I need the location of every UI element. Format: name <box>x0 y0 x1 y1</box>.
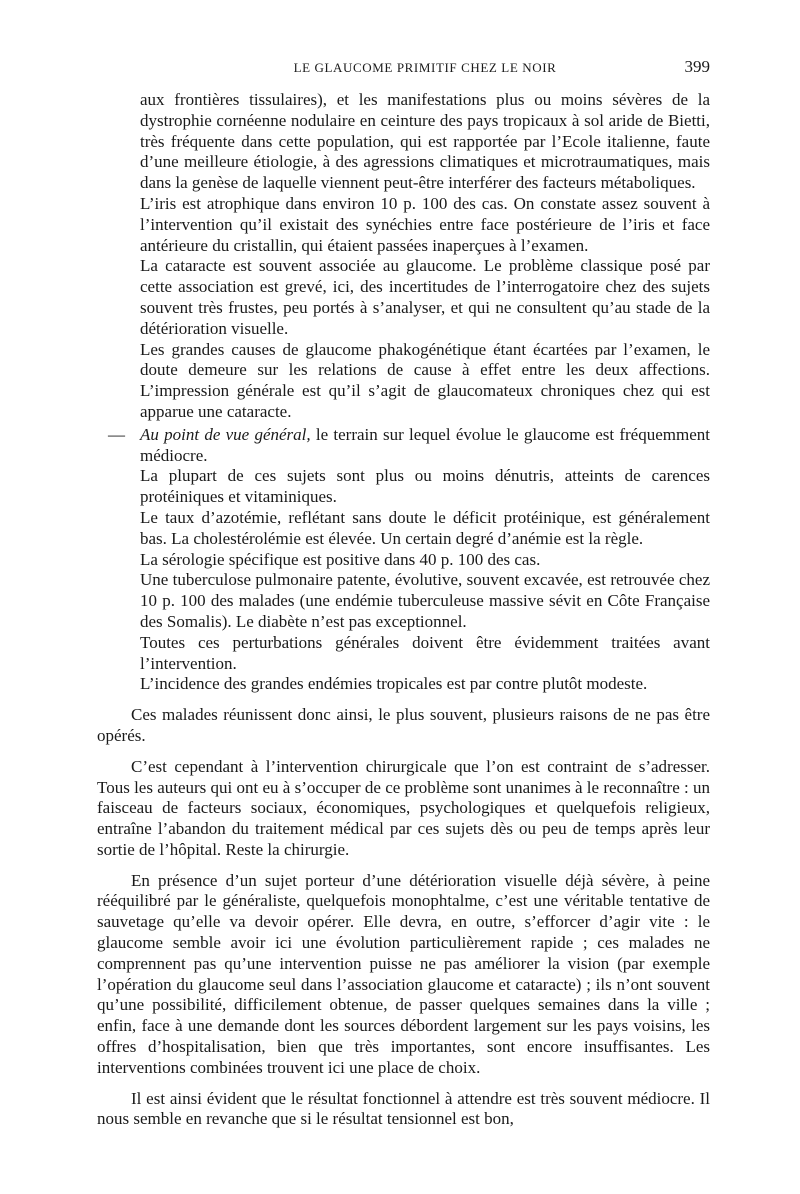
paragraph: La sérologie spécifique est positive dans 40 p. 100 des cas. <box>140 549 541 569</box>
paragraph: La plupart de ces sujets sont plus ou moins dénutris, atteints de carences protéiniques et vitaminiques. <box>140 466 710 507</box>
body-text <box>0 90 800 1140</box>
running-title: LE GLAUCOME PRIMITIF CHEZ LE NOIR <box>293 60 557 75</box>
general-point-rest: le terrain sur lequel évolue le glaucome est fréquemment médiocre. <box>140 424 710 465</box>
paragraph: Il est ainsi évident que le résultat fonctionnel à attendre est très souvent médiocre. Il nous semble en revanche que si le résultat tensionnel est bon, <box>97 1088 710 1129</box>
page-number: 399 <box>684 57 710 76</box>
paragraph: L’incidence des grandes endémies tropicales est par contre plutôt modeste. <box>140 674 648 694</box>
dash-marker: — <box>108 424 125 444</box>
paragraph: Toutes ces perturbations générales doivent être évidemment traitées avant l’intervention. <box>140 632 710 673</box>
paragraph: aux frontières tissulaires), et les manifestations plus ou moins sévères de la dystrophie cornéenne nodulaire en ceinture des pays tropicaux à sol aride de Bietti, très fréquente dans cette population, qui est rapportée par l’Ecole italienne, faute d’une meilleure étiologie, à des agressions climatiques et microtraumatiques, mais dans la genèse de laquelle viennent peut-être interférer des facteurs métaboliques. <box>140 90 710 193</box>
paragraph: L’iris est atrophique dans environ 10 p. 100 des cas. On constate assez souvent à l’intervention qu’il existait des synéchies entre face postérieure de l’iris et face antérieure du cristallin, qui étaient passées inaperçues à l’examen. <box>140 193 710 255</box>
indented-section <box>108 90 710 695</box>
paragraph: Une tuberculose pulmonaire patente, évolutive, souvent excavée, est retrouvée chez 10 p. 100 des malades (une endémie tuberculeuse massive sévit en Côte Française des Somalis). Le diabète n’est pas exceptionnel. <box>140 570 710 631</box>
paragraph <box>140 425 710 467</box>
general-point-item <box>108 424 710 467</box>
paragraph: Les grandes causes de glaucome phakogénétique étant écartées par l’examen, le doute demeure sur les relations de cause à effet entre les deux affections. L’impression générale est qu’il s’agit de glaucomateux chroniques chez qui est apparue une cataracte. <box>140 339 710 421</box>
paragraph: La cataracte est souvent associée au glaucome. Le problème classique posé par cette association est grevé, ici, des incertitudes de l’interrogatoire chez des sujets souvent très frustes, peu portés à s’analyser, et qui ne consultent qu’au stade de la détérioration visuelle. <box>140 256 710 338</box>
general-point-lead: Au point de vue général, <box>140 424 311 444</box>
main-section <box>97 705 710 1130</box>
paragraph: C’est cependant à l’intervention chirurgicale que l’on est contraint de s’adresser. Tous les auteurs qui ont eu à s’occuper de ce problème sont unanimes à le reconnaître : un faisceau de facteurs sociaux, économiques, psychologiques et quelquefois religieux, entraîne l’abandon du traitement médical par ces sujets dès ou peu de temps après leur sortie de l’hôpital. Reste la chirurgie. <box>97 756 710 859</box>
paragraph: Le taux d’azotémie, reflétant sans doute le déficit protéinique, est généralement bas. La cholestérolémie est élevée. Un certain degré d’anémie est la règle. <box>140 507 710 548</box>
paragraph: Ces malades réunissent donc ainsi, le plus souvent, plusieurs raisons de ne pas être opérés. <box>97 705 710 745</box>
paragraph: En présence d’un sujet porteur d’une détérioration visuelle déjà sévère, à peine rééquilibré par le généraliste, quelquefois monophtalme, c’est une véritable tentative de sauvetage qu’elle va devoir opérer. Elle devra, en outre, s’efforcer d’agir vite : le glaucome semble avoir ici une évolution particulièrement rapide ; ces malades ne comprennent pas qu’une intervention puisse ne pas améliorer la vision (par exemple l’opération du glaucome seul dans l’association glaucome et cataracte) ; ils n’ont souvent qu’une possibilité, difficilement obtenue, de passer quelques semaines dans la ville ; enfin, face à une demande dont les sources débordent largement sur les pays voisins, les offres d’hospitalisation, bien que très importantes, sont encore insuffisantes. Les interventions combinées trouvent ici une place de choix. <box>97 870 710 1077</box>
